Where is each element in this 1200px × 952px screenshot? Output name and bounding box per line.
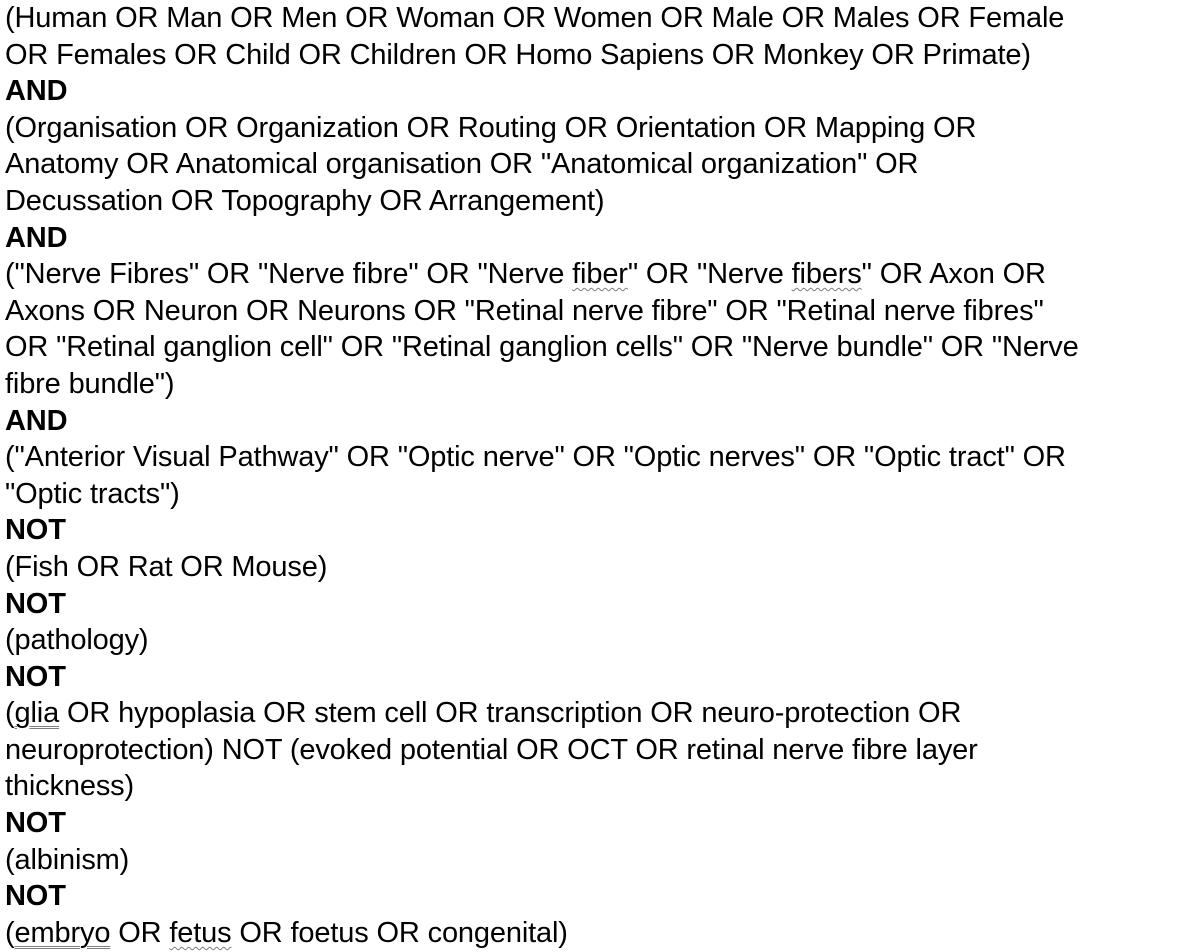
- text-run: (: [5, 916, 15, 949]
- operator-not: NOT: [5, 514, 66, 547]
- text-run: OR hypoplasia OR stem cell OR transcription OR neuro-protection OR: [59, 697, 962, 730]
- query-line: Anatomy OR Anatomical organisation OR "Anatomical organization" OR: [5, 148, 919, 181]
- query-line: (Human OR Man OR Men OR Woman OR Women OR Male OR Males OR Female: [5, 2, 1065, 34]
- operator-and: AND: [5, 404, 68, 437]
- text-run: " OR Axon OR: [861, 258, 1046, 291]
- text-run: (: [5, 697, 15, 730]
- text-run: " OR "Nerve: [627, 258, 792, 291]
- query-line: [0, 695, 1200, 732]
- operator-not: NOT: [5, 807, 66, 840]
- text-run: ("Nerve Fibres" OR "Nerve fibre" OR "Nerve: [5, 258, 573, 291]
- query-line: Axons OR Neuron OR Neurons OR "Retinal nerve fibre" OR "Retinal nerve fibres": [5, 294, 1044, 327]
- query-line: fibre bundle"): [5, 367, 175, 400]
- operator-not: NOT: [5, 880, 66, 913]
- operator-not: NOT: [5, 660, 66, 693]
- query-line: thickness): [5, 770, 135, 803]
- operator-and: AND: [5, 221, 68, 254]
- query-line: (albinism): [5, 843, 130, 876]
- query-line: (Organisation OR Organization OR Routing OR Orientation OR Mapping OR: [5, 111, 977, 144]
- query-line: [0, 256, 1200, 293]
- query-line: "Optic tracts"): [5, 477, 180, 510]
- spellcheck-word[interactable]: fiber: [572, 258, 628, 291]
- query-line: (pathology): [5, 624, 149, 657]
- text-run: OR: [110, 916, 170, 949]
- operator-and: AND: [5, 75, 68, 108]
- query-line: ("Anterior Visual Pathway" OR "Optic nerve" OR "Optic nerves" OR "Optic tract" OR: [5, 441, 1066, 474]
- grammar-word[interactable]: glia: [14, 697, 60, 730]
- spellcheck-word[interactable]: fibers: [791, 258, 862, 291]
- query-line: Decussation OR Topography OR Arrangement): [5, 184, 605, 217]
- query-line: [0, 915, 1200, 952]
- query-line: OR "Retinal ganglion cell" OR "Retinal ganglion cells" OR "Nerve bundle" OR "Nerve: [5, 331, 1079, 364]
- text-run: OR foetus OR congenital): [231, 916, 568, 949]
- query-line: (Fish OR Rat OR Mouse): [5, 550, 328, 583]
- query-line: neuroprotection) NOT (evoked potential OR OCT OR retinal nerve fibre layer: [5, 733, 978, 766]
- spellcheck-word[interactable]: fetus: [169, 916, 232, 949]
- grammar-word[interactable]: embryo: [14, 916, 111, 949]
- query-line: OR Females OR Child OR Children OR Homo Sapiens OR Monkey OR Primate): [5, 38, 1031, 71]
- operator-not: NOT: [5, 587, 66, 620]
